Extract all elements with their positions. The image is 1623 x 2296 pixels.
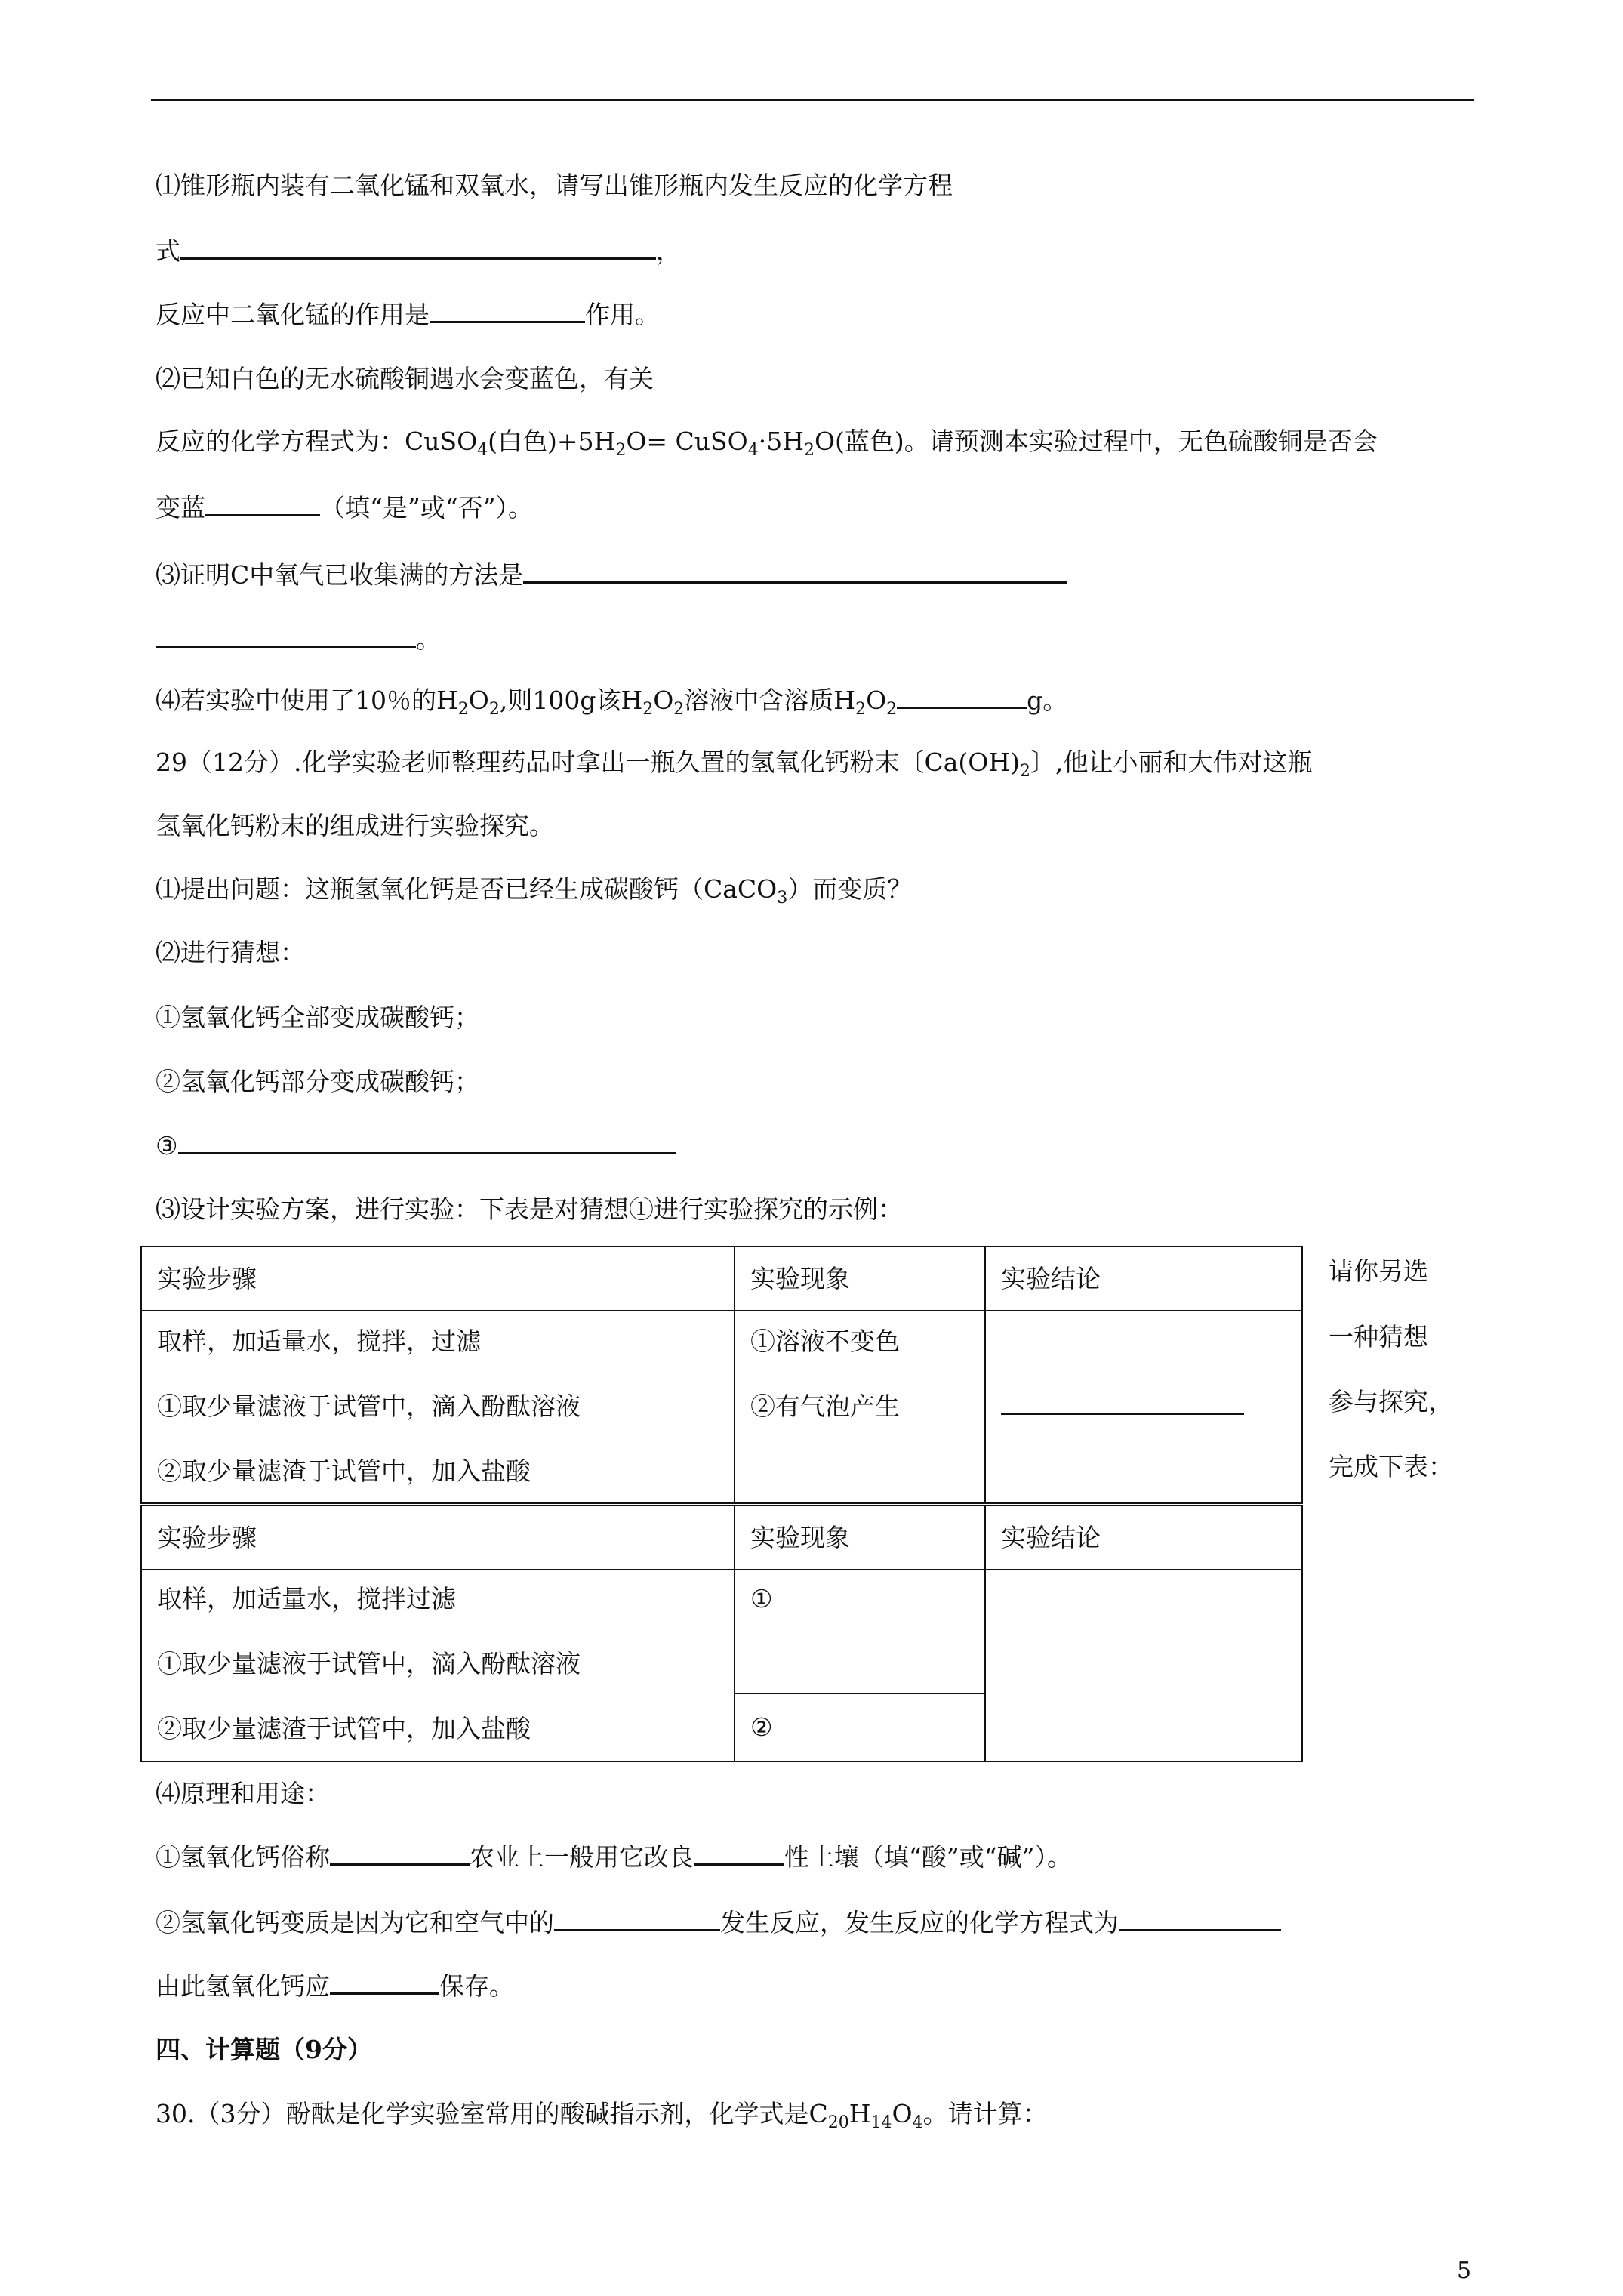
page-number: 5 [1457,2257,1472,2284]
side-note-line: 参与探究， [1329,1387,1453,1416]
table-header: 实验现象 [735,1505,985,1570]
q29-guess1: ①氢氧化钙全部变成碳酸钙； [156,1003,479,1032]
table-step-line: ②取少量滤渣于试管中，加入盐酸 [157,1714,531,1743]
section-title: 四、计算题（9分） [156,2035,372,2064]
q28-part1-line1: ⑴锥形瓶内装有二氧化锰和双氧水，请写出锥形瓶内发生反应的化学方程 [156,171,953,200]
table-cell-steps [141,1311,735,1503]
table-step-line: ①取少量滤液于试管中，滴入酚酞溶液 [157,1391,581,1421]
answer-blank[interactable] [430,298,585,323]
table-cell-phenomena [735,1311,985,1503]
q30-stem: 30.（3分）酚酞是化学实验室常用的酸碱指示剂，化学式是$C_{20}H_{14}O_4$。请计算： [156,2099,1048,2132]
table-cell-conclusion [985,1311,1302,1503]
q28-part2-line2: 反应的化学方程式为：CuSO$_4$(白色)$+5H_2O=$ $CuSO_4\cdot 5H_2O$(蓝色)。请预测本实验过程中，无色硫酸铜是否会 [156,427,1378,460]
q29-stem-line1: 29（12分）.化学实验老师整理药品时拿出一瓶久置的氢氧化钙粉末〔$Ca(OH)_2$〕,他让小丽和大伟对这瓶 [156,747,1313,781]
table-step-line: ①取少量滤液于试管中，滴入酚酞溶液 [157,1649,581,1678]
answer-blank[interactable] [523,559,1067,584]
q28-part1-line2: 式 ， [156,236,681,266]
answer-blank[interactable] [1001,1390,1244,1415]
table-step-line: ②取少量滤渣于试管中，加入盐酸 [157,1456,531,1486]
answer-blank[interactable] [205,492,320,516]
q29-step4-line3: 由此氢氧化钙应 保存。 [156,1971,514,2001]
answer-blank[interactable] [330,1841,470,1866]
q28-part2-line3: 变蓝 （填“是”或“否”）。 [156,493,533,522]
q28-part3-line1: ⑶证明C中氧气已收集满的方法是 [156,559,1067,592]
side-note-line: 完成下表： [1329,1452,1453,1481]
table-header: 实验结论 [985,1247,1302,1311]
table-cell-steps [141,1570,735,1761]
q29-step1: ⑴提出问题：这瓶氢氧化钙是否已经生成碳酸钙（CaCO$_3$）而变质？ [156,874,913,908]
side-note-line: 一种猜想 [1329,1322,1428,1351]
answer-blank[interactable] [897,684,1027,709]
example-table [140,1246,1303,1504]
q29-step4: ⑷原理和用途： [156,1779,330,1808]
table-header: 实验现象 [735,1247,985,1311]
q29-step4-line1: ①氢氧化钙俗称 农业上一般用它改良 性土壤（填“酸”或“碱”）。 [156,1842,1072,1872]
answer-blank[interactable] [694,1841,784,1866]
table-step-line: 取样，加适量水，搅拌，过滤 [157,1327,481,1356]
table-header: 实验步骤 [141,1247,735,1311]
student-table [140,1505,1303,1762]
q28-part2-line1: ⑵已知白色的无水硫酸铜遇水会变蓝色，有关 [156,364,654,393]
answer-blank[interactable] [180,235,656,260]
q28-part3-line2: 。 [156,623,441,656]
table-phenomenon-line: ①溶液不变色 [750,1327,900,1356]
q29-step3: ⑶设计实验方案，进行实验：下表是对猜想①进行实验探究的示例： [156,1194,903,1224]
answer-blank[interactable] [1119,1906,1281,1931]
q28-part1-line3: 反应中二氧化锰的作用是 作用。 [156,300,660,329]
answer-blank[interactable] [156,623,416,648]
side-note-line: 请你另选 [1329,1256,1428,1286]
answer-blank[interactable] [330,1970,439,1995]
q29-step4-line2: ②氢氧化钙变质是因为它和空气中的 发生反应，发生反应的化学方程式为 [156,1906,1281,1940]
table-cell-phenomenon-2[interactable]: ② [735,1693,985,1761]
answer-blank[interactable] [178,1130,676,1154]
table-phenomenon-line: ②有气泡产生 [750,1391,900,1421]
table-header: 实验步骤 [141,1505,735,1570]
table-step-line: 取样，加适量水，搅拌过滤 [157,1584,456,1613]
header-rule [151,99,1474,101]
q29-guess3: ③ [156,1130,676,1163]
q29-guess2: ②氢氧化钙部分变成碳酸钙； [156,1067,479,1096]
table-cell-conclusion[interactable] [985,1570,1302,1761]
table-cell-phenomenon-1[interactable]: ① [735,1570,985,1693]
q29-step2: ⑵进行猜想： [156,938,305,967]
answer-blank[interactable] [554,1906,720,1931]
table-header: 实验结论 [985,1505,1302,1570]
q29-stem-line2: 氢氧化钙粉末的组成进行实验探究。 [156,811,554,840]
q28-part4: ⑷若实验中使用了10％的$H_2O_2$,则100g该$H_2O_2$溶液中含溶质$H_2O_2$ g。 [156,686,1068,719]
